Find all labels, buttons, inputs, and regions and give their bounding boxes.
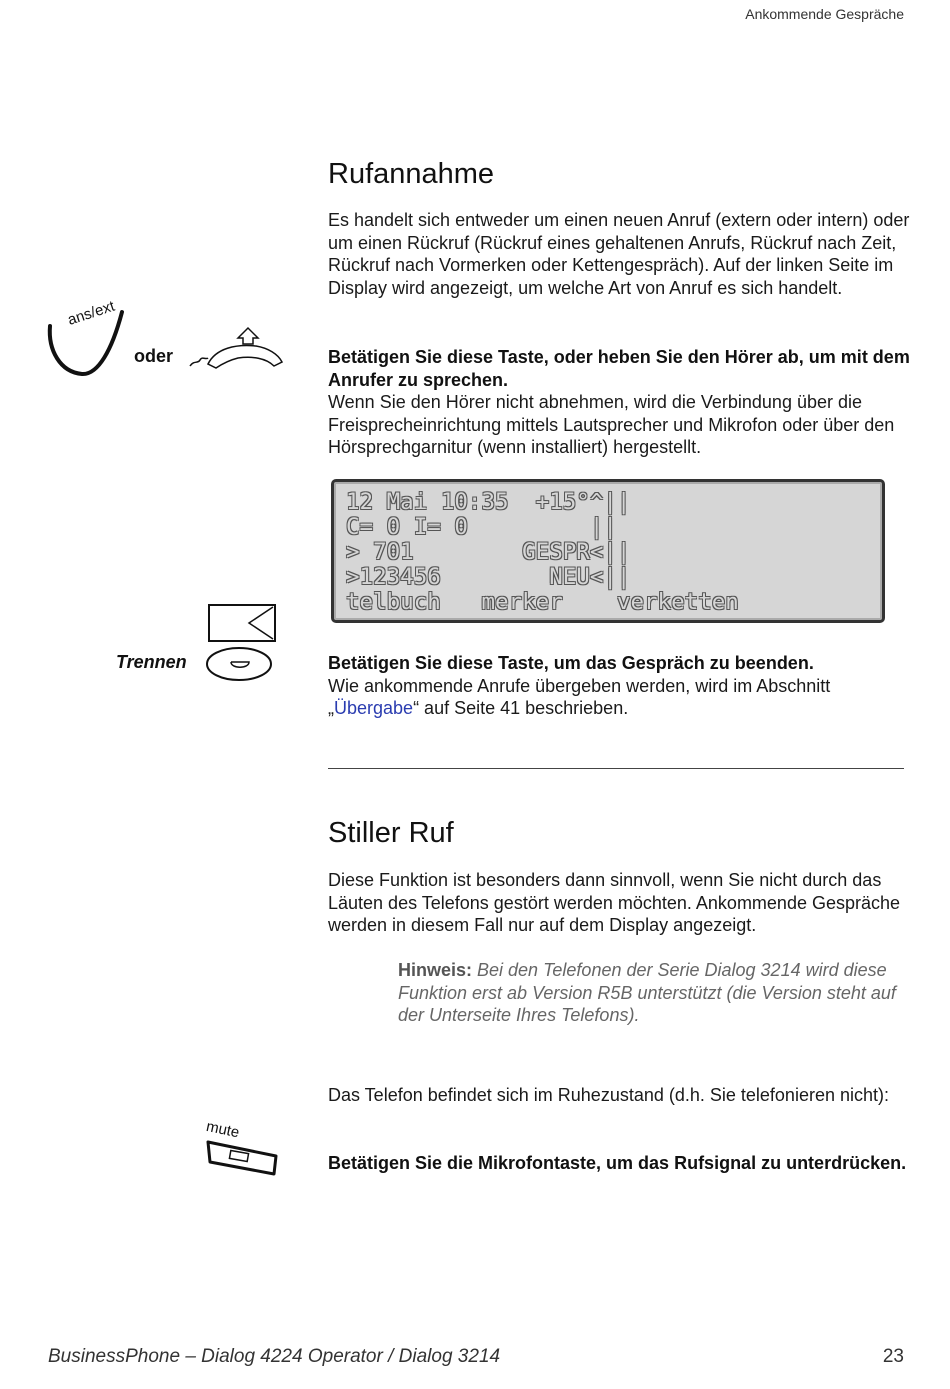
rufannahme-instruction	[328, 346, 918, 459]
end-call-text-before: Wie ankommende Anrufe übergeben werden, wird im Abschnitt „	[328, 675, 831, 719]
page-number: 23	[882, 1346, 904, 1367]
display-line-1: 12 Mai 10:35 +15°^||	[346, 489, 631, 515]
end-label: Trennen	[116, 652, 187, 672]
section-heading-stiller-ruf: Stiller Ruf	[328, 817, 454, 849]
or-label: oder	[134, 346, 174, 366]
display-line-4: >123456 NEU<||	[346, 564, 631, 590]
rufannahme-instruction-bold: Betätigen Sie diese Taste, oder heben Sie den Hörer ab, um mit dem Anrufer zu sprechen.	[328, 347, 910, 390]
display-softkey-line: telbuch merker verketten	[346, 589, 739, 615]
mute-label: mute	[204, 1118, 241, 1142]
mute-instruction: Betätigen Sie die Mikrofontaste, um das Rufsignal zu unterdrücken.	[328, 1153, 907, 1173]
hint-label: Hinweis:	[398, 960, 473, 980]
display-line-2: C= 0 I= 0 ||	[346, 514, 617, 540]
clear-key-icon	[205, 603, 279, 683]
phone-display	[331, 479, 885, 623]
mute-key-icon	[202, 1118, 282, 1178]
transfer-link[interactable]: Übergabe	[334, 698, 414, 719]
end-call-bold: Betätigen Sie diese Taste, um das Gespräch zu beenden.	[328, 653, 814, 673]
footer-title: BusinessPhone – Dialog 4224 Operator / Dialog 3214	[48, 1346, 501, 1367]
section-heading-rufannahme: Rufannahme	[328, 158, 495, 190]
hint-text: Bei den Telefonen der Serie Dialog 3214 wird diese Funktion erst ab Version R5B unterstützt (die Version steht auf der Unterseite Ihres Telefons).	[398, 960, 896, 1026]
handset-lift-icon	[186, 324, 286, 372]
ans-ext-label: ans/ext	[65, 297, 117, 329]
rufannahme-intro: Es handelt sich entweder um einen neuen Anruf (extern oder intern) oder um einen Rückruf (Rückruf eines gehaltenen Anrufs, Rückruf nach Zeit, Rückruf nach Vormerken oder Kettengespräch). Auf der linken Seite im Display wird angezeigt, um welche Art von Anruf es sich handelt.	[328, 210, 910, 298]
stiller-ruf-intro: Diese Funktion ist besonders dann sinnvoll, wenn Sie nicht durch das Läuten des Telefons gestört werden möchten. Ankommende Gespräche werden in diesem Fall nur auf dem Display angezeigt.	[328, 870, 901, 936]
display-line-3: > 701 GESPR<||	[346, 539, 631, 565]
running-header: Ankommende Gespräche	[745, 6, 904, 22]
end-call-text-after: “ auf Seite 41 beschrieben.	[413, 698, 629, 719]
idle-state-text: Das Telefon befindet sich im Ruhezustand (d.h. Sie telefonieren nicht):	[328, 1085, 889, 1105]
ans-ext-key-icon	[40, 290, 130, 382]
end-call-instruction	[328, 652, 918, 720]
hint-note	[398, 959, 918, 1027]
rufannahme-instruction-text: Wenn Sie den Hörer nicht abnehmen, wird die Verbindung über die Freisprecheinrichtung mittels Lautsprecher und Mikrofon oder über den Hörsprechgarnitur (wenn installiert) hergestellt.	[328, 392, 895, 458]
section-divider	[328, 768, 904, 769]
